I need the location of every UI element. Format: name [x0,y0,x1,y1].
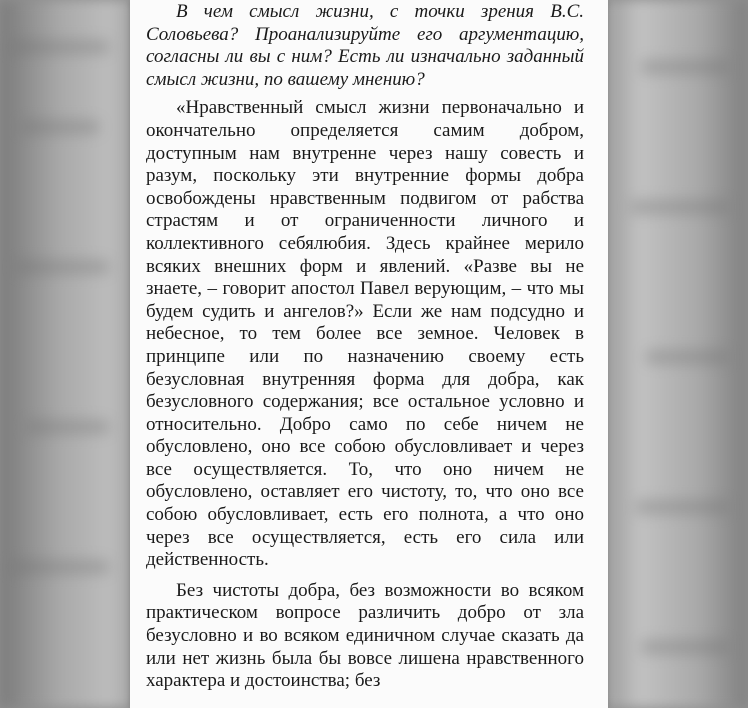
blurred-background-streak [25,420,110,434]
blurred-background-streak [635,500,730,514]
blurred-background-streak [20,120,100,134]
blurred-background-streak [640,60,730,74]
document-page [130,0,608,708]
blurred-background-streak [630,200,730,214]
blurred-background-streak [10,560,110,574]
blurred-background-streak [645,350,730,364]
question-text: В чем смысл жизни, с точки зрения В.С. Соловьева? Проанализируйте его аргументацию, согласны ли вы с ним? Есть ли изначально заданный смысл жизни, по вашему мнению? [146,1,584,90]
body-paragraph-1: «Нравственный смысл жизни первоначально и окончательно определяется самим добром, доступным нам внутренне через нашу совесть и разум, поскольку эти внутренние формы добра освобождены нравственным подвигом от рабства страстям и от ограниченности личного и коллективного себялюбия. Здесь крайнее мерило всяких внешних форм и явлений. «Разве вы не знаете, – говорит апостол Павел верующим, – что мы будем судить и ангелов?» Если же нам подсудно и небесное, то тем более все земное. Человек в принципе или по назначению своему есть безусловная внутренняя форма для добра, как безусловного содержания; все остальное условно и относительно. Добро само по себе ничем не обусловлено, оно все собою обусловливает и через все осуществляется. То, что оно ничем не обусловлено, оставляет его чистоту, то, что оно все собою обусловливает, есть его полнота, а что оно через все осуществляется, есть его сила или действенность. [146,97,584,571]
blurred-background-streak [640,640,730,654]
body-paragraph-2: Без чистоты добра, без возможности во всяком практическом вопросе различить добро от зла безусловно и во всяком единичном случае сказать да или нет жизнь была бы вовсе лишена нравственного характера и достоинства; без [146,579,584,692]
blurred-background-streak [10,40,110,54]
blurred-background-streak [15,260,110,274]
